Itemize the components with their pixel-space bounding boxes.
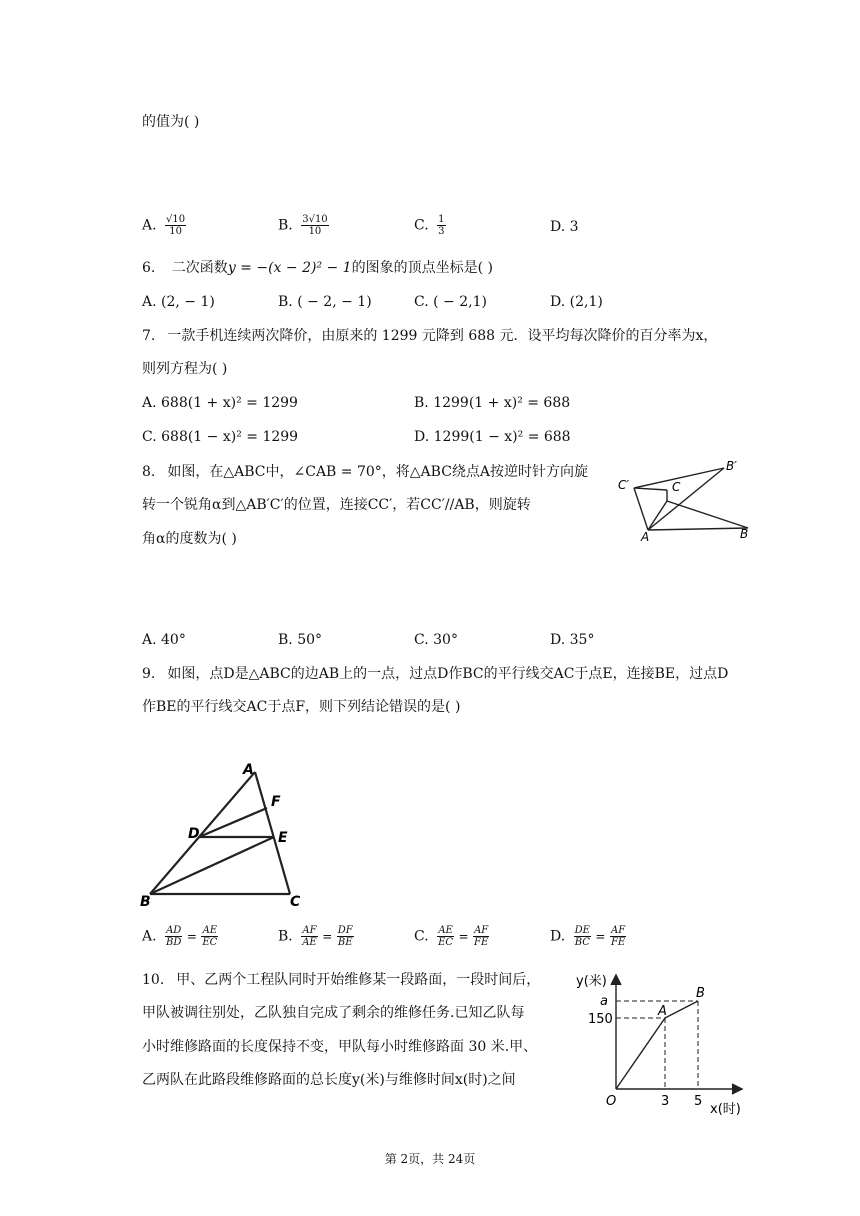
x-tick-5: 5 <box>694 1094 703 1109</box>
y-tick-150: 150 <box>588 1012 613 1027</box>
q6-option-a[interactable]: A. (2, − 1) <box>142 294 215 310</box>
q9-option-c[interactable]: C. $\frac{AE}{EC}$ = $\frac{AF}{FE}$ <box>414 925 489 948</box>
x-axis-label: x(时) <box>710 1102 741 1117</box>
q5-stem-tail: 的值为( ) <box>142 114 200 130</box>
q8-rotation-figure <box>612 455 757 547</box>
q8-option-b[interactable]: B. 50° <box>278 632 323 648</box>
label-e: E <box>278 830 288 846</box>
label-d: D <box>188 826 200 842</box>
q10-stem-line4: 乙两队在此路段维修路面的总长度y(米)与维修时间x(时)之间 <box>142 1072 516 1088</box>
label-b: B <box>140 894 151 910</box>
label-c: C <box>290 894 301 910</box>
q7-option-b[interactable]: B. 1299(1 + x)² = 688 <box>414 395 571 411</box>
fraction: $\frac{√10}{10}$ <box>166 214 186 237</box>
q6-stem: 6. 二次函数y = −(x − 2)² − 1的图象的顶点坐标是( ) <box>142 260 493 276</box>
q7-option-c[interactable]: C. 688(1 − x)² = 1299 <box>142 429 299 445</box>
label-c-prime: C′ <box>618 478 630 492</box>
x-axis-arrow <box>732 1084 742 1094</box>
q5-option-d[interactable] <box>550 219 579 235</box>
option-text: 3 <box>569 219 579 235</box>
q9-option-d[interactable]: D. $\frac{DE}{BC}$ = $\frac{AF}{FE}$ <box>550 925 626 948</box>
q6-option-b[interactable]: B. ( − 2, − 1) <box>278 294 372 310</box>
segment-oa <box>616 1018 665 1089</box>
q6-option-c[interactable]: C. ( − 2,1) <box>414 294 487 310</box>
label-c: C <box>672 480 681 494</box>
label-b-prime: B′ <box>726 459 737 473</box>
option-label: C. <box>414 217 429 234</box>
option-label: B. <box>278 217 293 234</box>
q5-option-a[interactable] <box>142 214 186 237</box>
q6-option-d[interactable]: D. (2,1) <box>550 294 603 310</box>
fraction: $\frac{1}{3}$ <box>438 214 445 237</box>
equation: y = −(x − 2)² − 1 <box>227 260 352 276</box>
q10-stem-line1: 10. 甲、乙两个工程队同时开始维修某一段路面，一段时间后， <box>142 972 541 988</box>
q9-stem-line2: 作BE的平行线交AC于点F，则下列结论错误的是( ) <box>142 699 461 715</box>
question-number: 9. <box>142 666 156 682</box>
label-f: F <box>271 794 281 810</box>
q8-option-c[interactable]: C. 30° <box>414 632 458 648</box>
question-number: 8. <box>142 464 156 480</box>
q7-option-a[interactable]: A. 688(1 + x)² = 1299 <box>142 395 298 411</box>
q8-option-a[interactable]: A. 40° <box>142 632 186 648</box>
q10-stem-line3: 小时维修路面的长度保持不变，甲队每小时维修路面 30 米.甲、 <box>142 1039 538 1055</box>
question-number: 7. <box>142 328 156 344</box>
q8-stem-line1: 8. 如图，在△ABC中，∠CAB = 70°，将△ABC绕点A按逆时针方向旋 <box>142 464 589 480</box>
q9-triangle-figure <box>138 760 310 910</box>
label-b: B <box>740 527 749 541</box>
fraction: $\frac{3√10}{10}$ <box>302 214 328 237</box>
q10-line-graph <box>570 965 755 1120</box>
x-tick-3: 3 <box>661 1094 670 1109</box>
q7-option-d[interactable]: D. 1299(1 − x)² = 688 <box>414 429 571 445</box>
q8-stem-line3: 角α的度数为( ) <box>142 531 237 547</box>
q7-stem-line1: 7. 一款手机连续两次降价，由原来的 1299 元降到 688 元．设平均每次降价的百分率为x， <box>142 328 718 344</box>
q5-option-c[interactable] <box>414 214 446 237</box>
point-b-label: B <box>696 986 705 1001</box>
q10-stem-line2: 甲队被调往别处，乙队独自完成了剩余的维修任务.已知乙队每 <box>142 1005 525 1021</box>
label-a: A <box>243 762 254 778</box>
q8-option-d[interactable]: D. 35° <box>550 632 595 648</box>
q5-option-b[interactable] <box>278 214 329 237</box>
question-number: 10. <box>142 972 165 988</box>
segment-ab <box>665 1001 698 1018</box>
option-label: A. <box>142 217 157 234</box>
page-footer: 第 2页，共 24页 <box>384 1152 476 1166</box>
q9-option-b[interactable]: B. $\frac{AF}{AE}$ = $\frac{DF}{BE}$ <box>278 925 353 948</box>
point-a-label: A <box>658 1004 667 1019</box>
y-axis-label: y(米) <box>576 974 607 989</box>
q8-stem-line2: 转一个锐角α到△AB′C′的位置，连接CC′，若CC′//AB，则旋转 <box>142 497 531 513</box>
option-label: D. <box>550 219 566 235</box>
origin-label: O <box>606 1094 617 1109</box>
label-a: A <box>641 530 650 544</box>
q7-stem-line2: 则列方程为( ) <box>142 361 228 377</box>
question-number: 6. <box>142 260 156 276</box>
q9-option-a[interactable]: A. $\frac{AD}{BD}$ = $\frac{AE}{EC}$ <box>142 925 218 948</box>
q9-stem-line1: 9. 如图，点D是△ABC的边AB上的一点，过点D作BC的平行线交AC于点E，连接BE，过点D <box>142 666 729 682</box>
y-axis-arrow <box>611 975 621 985</box>
y-tick-a: a <box>600 994 608 1009</box>
